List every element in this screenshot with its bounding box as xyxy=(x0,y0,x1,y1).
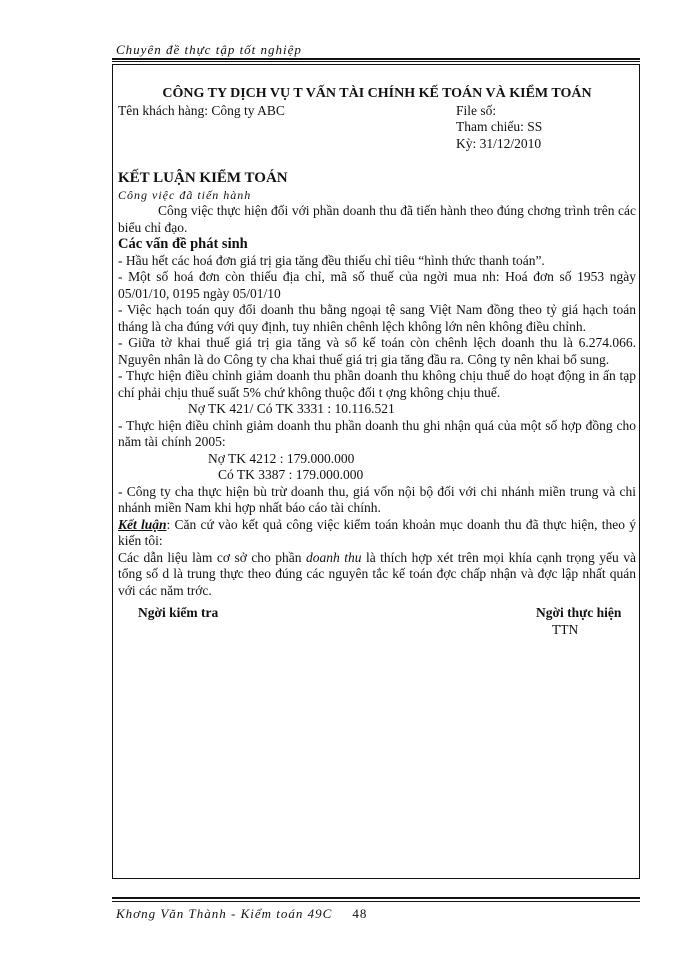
page-number: 48 xyxy=(352,906,368,921)
footer-rule-thin xyxy=(112,901,640,902)
conclusion-text-a: Các dẫn liệu làm cơ sở cho phần xyxy=(118,549,306,565)
reviewer-label: Ngời kiểm tra xyxy=(138,605,219,620)
preparer-initials: TTN xyxy=(552,621,579,637)
conclusion-text xyxy=(118,550,636,600)
conclusion-emphasis: doanh thu xyxy=(306,549,362,565)
company-name: CÔNG TY DỊCH VỤ T VẤN TÀI CHÍNH KẾ TOÁN VÀ KIỂM TOÁN xyxy=(162,86,592,101)
issue-item: - Việc hạch toán quy đổi doanh thu bằng ngoại tệ sang Việt Nam đồng theo tỷ giá hạch toán tháng là cha đúng với quy định, tuy nhiên chênh lệch không lớn nên không điều chỉnh. xyxy=(118,302,636,334)
conclusion-title: KẾT LUẬN KIỂM TOÁN xyxy=(118,170,288,186)
meta-block xyxy=(118,103,636,153)
conclusion-intro-text: : Căn cứ vào kết quả công việc kiểm toán khoản mục doanh thu đã thực hiện, theo ý kiến tôi: xyxy=(118,516,637,548)
document-body xyxy=(118,86,636,638)
file-number: File số: xyxy=(456,102,497,118)
conclusion-intro xyxy=(118,517,636,550)
journal-entry-1: Nợ TK 421/ Có TK 3331 : 10.116.521 xyxy=(188,401,395,416)
header-rule-thin xyxy=(112,61,640,62)
signature-row xyxy=(118,605,636,622)
conclusion-label: Kết luận xyxy=(118,516,167,532)
client-name: Tên khách hàng: Công ty ABC xyxy=(118,102,285,118)
footer-rule xyxy=(112,897,640,899)
file-info xyxy=(456,103,636,153)
conclusion-text-b: là thích hợp xét trên mọi khía cạnh trọng yếu và tổng số d là trung thực theo đúng các nguyên tắc kế toán đợc chấp nhận và đợc lập nhất quán với các năm trớc. xyxy=(118,549,636,598)
issue-item: - Công ty cha thực hiện bù trừ doanh thu, giá vốn nội bộ đối với chi nhánh miền trung và chi nhánh miền Nam khi hợp nhất báo cáo tài chính. xyxy=(118,483,636,515)
running-header: Chuyên đề thực tập tốt nghiệp xyxy=(116,42,302,57)
issue-item: - Giữa tờ khai thuế giá trị gia tăng và sổ kế toán còn chênh lệch doanh thu là 6.274.066. Nguyên nhân là do Công ty cha khai thuế giá trị gia tăng đầu ra. Công ty nên khai bổ sung. xyxy=(118,335,636,367)
issues-heading: Các vấn đề phát sinh xyxy=(118,236,248,252)
header-rule xyxy=(112,58,640,60)
work-done-text: Công việc thực hiện đối với phần doanh thu đã tiến hành theo đúng chơng trình trên các biểu chỉ đạo. xyxy=(118,203,636,235)
journal-entry-2-debit: Nợ TK 4212 : 179.000.000 xyxy=(208,450,355,466)
issue-item: - Thực hiện điều chỉnh giảm doanh thu phần doanh thu ghi nhận quá của một số hợp đồng cho năm tài chính 2005: xyxy=(118,417,636,449)
footer-author: Khơng Văn Thành - Kiểm toán 49C xyxy=(116,906,333,921)
page-footer xyxy=(116,906,367,922)
period: Kỳ: 31/12/2010 xyxy=(456,135,542,151)
issue-item: - Một số hoá đơn còn thiếu địa chỉ, mã số thuế của ngời mua nh: Hoá đơn số 1953 ngày 05/01/10, 0195 ngày 05/01/10 xyxy=(118,269,636,301)
issue-item: - Hầu hết các hoá đơn giá trị gia tăng đều thiếu chỉ tiêu “hình thức thanh toán”. xyxy=(118,252,545,268)
issue-item: - Thực hiện điều chỉnh giảm doanh thu phần doanh thu không chịu thuế do hoạt động in ấn tạp chí phải chịu thuế suất 5% chứ không thuộc đối t ợng không chịu thuế. xyxy=(118,368,636,400)
preparer-label: Ngời thực hiện xyxy=(536,605,622,620)
reference: Tham chiếu: SS xyxy=(456,119,543,134)
work-done-heading: Công việc đã tiến hành xyxy=(118,187,252,202)
journal-entry-2-credit: Có TK 3387 : 179.000.000 xyxy=(218,467,364,482)
